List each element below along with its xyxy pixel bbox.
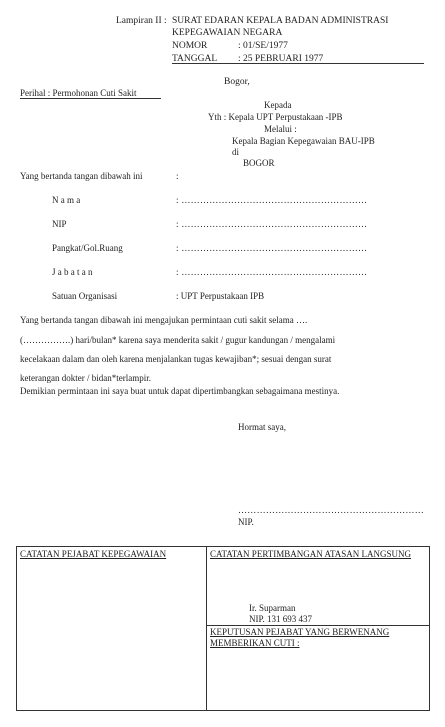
field-nip-label: NIP	[52, 219, 67, 229]
intro-colon: :	[176, 171, 179, 181]
field-nama-value: : ……………………………………………………	[176, 195, 368, 205]
signer-nip: NIP. 131 693 437	[249, 614, 313, 624]
recipient-city: BOGOR	[243, 158, 275, 168]
body-line1: Yang bertanda tangan dibawah ini mengajukan permintaan cuti sakit selama ….	[20, 315, 308, 325]
lampiran-title-line1: SURAT EDARAN KEPALA BADAN ADMINISTRASI	[172, 16, 389, 26]
decision-line2: MEMBERIKAN CUTI :	[210, 638, 300, 648]
lampiran-label: Lampiran II :	[116, 16, 167, 26]
recipient-melalui: Melalui :	[264, 124, 297, 134]
body-line2: (…………….) hari/bulan* karena saya menderita sakit / gugur kandungan / mengalami	[20, 335, 336, 345]
field-jabatan-value: : ……………………………………………………	[176, 267, 368, 277]
perihal: Perihal : Permohonan Cuti Sakit	[20, 88, 137, 98]
field-satuan-label: Satuan Organisasi	[52, 291, 118, 301]
left-header: CATATAN PEJABAT KEPEGAWAIAN	[20, 549, 167, 559]
body-line5: Demikian permintaan ini saya buat untuk dapat dipertimbangkan sebagaimana mestinya.	[20, 386, 340, 396]
recipient-kepada: Kepada	[264, 100, 292, 110]
lampiran-title-line2: KEPEGAWAIAN NEGARA	[172, 28, 283, 38]
signer-name: Ir. Suparman	[249, 603, 296, 613]
place-date: Bogor,	[224, 77, 250, 87]
body-line4: keterangan dokter / bidan*terlampir.	[20, 373, 151, 383]
tanggal-value: : 25 PEBRUARI 1977	[238, 54, 324, 64]
body-line3: kecelakaan dalam dan oleh karena menjalankan tugas kewajiban*; sesuai dengan surat	[20, 354, 332, 364]
field-jabatan-label: J a b a t a n	[52, 267, 93, 277]
nomor-value: : 01/SE/1977	[238, 41, 288, 51]
field-satuan-value: : UPT Perpustakaan IPB	[176, 291, 265, 301]
signature-line: ……………………………………………………	[238, 505, 424, 515]
recipient-di: di	[232, 147, 240, 157]
recipient-yth: Yth : Kepala UPT Perpustakaan -IPB	[208, 112, 343, 122]
nomor-label: NOMOR	[172, 41, 208, 51]
right-header: CATATAN PERTIMBANGAN ATASAN LANGSUNG	[210, 549, 412, 559]
intro-text: Yang bertanda tangan dibawah ini	[20, 171, 143, 181]
header-rule	[172, 63, 424, 64]
table-right-divider	[206, 625, 430, 626]
field-pangkat-value: : ……………………………………………………	[176, 243, 368, 253]
decision-line1: KEPUTUSAN PEJABAT YANG BERWENANG	[210, 627, 390, 637]
closing-nip: NIP.	[238, 517, 254, 527]
tanggal-label: TANGGAL	[172, 54, 218, 64]
recipient-line1: Kepala Bagian Kepegawaian BAU-IPB	[232, 136, 375, 146]
field-nip-value: : ……………………………………………………	[176, 219, 368, 229]
closing-hormat: Hormat saya,	[238, 422, 286, 432]
table-divider	[206, 546, 207, 711]
field-nama-label: N a m a	[52, 195, 81, 205]
perihal-underline	[20, 98, 161, 99]
field-pangkat-label: Pangkat/Gol.Ruang	[52, 243, 123, 253]
